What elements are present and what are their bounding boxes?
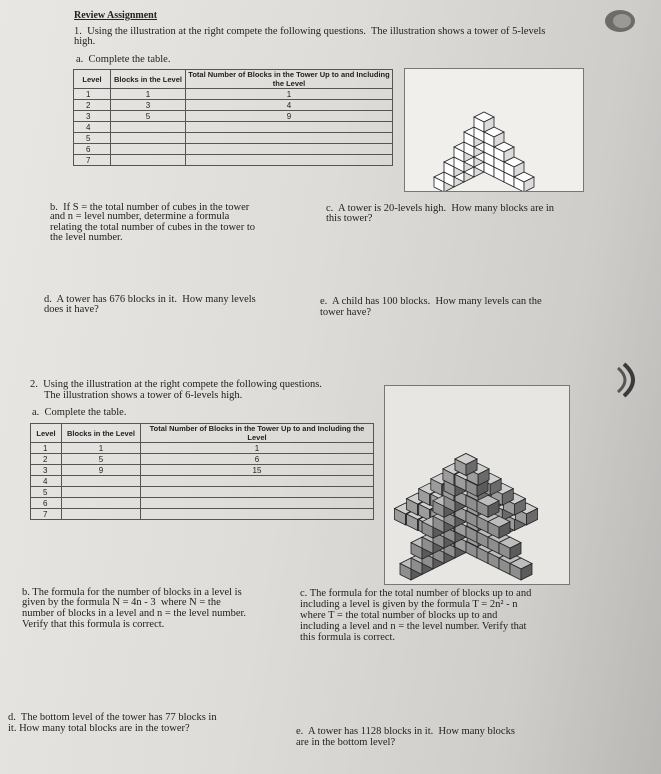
q1-cell: 9 (186, 111, 393, 122)
q2-part-a: a. Complete the table. (32, 407, 127, 418)
q1-cell: 5 (74, 133, 111, 144)
q2-part-e-line1: e. A tower has 1128 blocks in it. How many blocks (296, 726, 515, 737)
q2-cell[interactable] (62, 498, 141, 509)
q1-part-c-line2: this tower? (326, 213, 373, 224)
q2-cell: 1 (141, 443, 374, 454)
q1-cell[interactable] (186, 144, 393, 155)
q2-part-c-line4: including a level and n = the level number. Verify that (300, 621, 527, 632)
q1-cell: 7 (74, 155, 111, 166)
q2-cell: 6 (141, 454, 374, 465)
q1-table-row (74, 133, 393, 144)
q2-part-b-line2: given by the formula N = 4n - 3 where N = the (22, 597, 221, 608)
q1-part-a: a. Complete the table. (76, 54, 171, 65)
q1-part-d-line1: d. A tower has 676 blocks in it. How many levels (44, 294, 256, 305)
q2-cell[interactable] (141, 509, 374, 520)
q1-cell[interactable] (186, 122, 393, 133)
q2-cell: 9 (62, 465, 141, 476)
q2-cell: 1 (62, 443, 141, 454)
q1-intro-line2: high. (74, 36, 96, 47)
q1-cell: 5 (111, 111, 186, 122)
q1-table-row (74, 122, 393, 133)
q2-header-blocks: Blocks in the Level (62, 424, 141, 443)
q1-tower-illustration (404, 68, 584, 192)
q1-cell[interactable] (111, 133, 186, 144)
q2-part-c-line5: this formula is correct. (300, 632, 396, 643)
q1-header-level: Level (74, 70, 111, 89)
q2-table-row (31, 454, 374, 465)
q2-part-c-line2: including a level is given by the formula T = 2n² - n (300, 599, 518, 610)
q1-table-row (74, 89, 393, 100)
q1-cell: 4 (74, 122, 111, 133)
q2-cell[interactable] (62, 476, 141, 487)
q2-table-row (31, 487, 374, 498)
q1-cell[interactable] (186, 133, 393, 144)
q1-cell: 2 (74, 100, 111, 111)
q1-cell: 1 (111, 89, 186, 100)
q1-cell: 3 (74, 111, 111, 122)
q2-cell: 4 (31, 476, 62, 487)
q2-cell: 5 (62, 454, 141, 465)
q2-cell[interactable] (141, 476, 374, 487)
q2-cell: 6 (31, 498, 62, 509)
q2-part-b-line4: Verify that this formula is correct. (22, 619, 165, 630)
binder-hole-icon (600, 6, 640, 36)
q2-table-row (31, 476, 374, 487)
q2-table-row (31, 443, 374, 454)
q2-cell: 3 (31, 465, 62, 476)
q1-table-row (74, 155, 393, 166)
q1-cell: 3 (111, 100, 186, 111)
q1-part-c-line1: c. A tower is 20-levels high. How many blocks are in (326, 203, 555, 214)
q2-cell[interactable] (62, 509, 141, 520)
q2-cell[interactable] (62, 487, 141, 498)
q1-part-e-line2: tower have? (320, 307, 372, 318)
q1-cell: 1 (186, 89, 393, 100)
q1-cell: 1 (74, 89, 111, 100)
page-title: Review Assignment (74, 10, 158, 21)
q1-part-b-line2: and n = level number, determine a formula (50, 211, 230, 222)
q2-cell[interactable] (141, 498, 374, 509)
q1-intro-line1: 1. Using the illustration at the right compete the following questions. The illustration shows a tower of 5-levels (74, 26, 546, 37)
q2-intro-line1: 2. Using the illustration at the right compete the following questions. (30, 379, 322, 390)
q1-part-b-line1: b. If S = the total number of cubes in the tower (50, 202, 250, 213)
q2-cell[interactable] (141, 487, 374, 498)
q2-table (30, 423, 374, 520)
q2-tower-illustration (384, 385, 570, 585)
q1-cell[interactable] (111, 122, 186, 133)
q2-part-b-line3: number of blocks in a level and n = the level number. (22, 608, 247, 619)
q2-intro-line2: The illustration shows a tower of 6-levels high. (44, 390, 243, 401)
q1-part-e-line1: e. A child has 100 blocks. How many levels can the (320, 296, 542, 307)
q1-part-d-line2: does it have? (44, 304, 99, 315)
q1-table-row (74, 100, 393, 111)
q2-cell: 5 (31, 487, 62, 498)
q2-part-d-line1: d. The bottom level of the tower has 77 blocks in (8, 712, 217, 723)
q2-part-e-line2: are in the bottom level? (296, 737, 396, 748)
binder-hole-icon (612, 360, 646, 400)
q2-cell: 7 (31, 509, 62, 520)
q1-part-b-line4: the level number. (50, 232, 123, 243)
q1-cell[interactable] (111, 144, 186, 155)
q2-cell: 2 (31, 454, 62, 465)
q1-table-row (74, 144, 393, 155)
q2-table-row (31, 465, 374, 476)
q1-cell[interactable] (186, 155, 393, 166)
q1-cell: 4 (186, 100, 393, 111)
q2-cell: 15 (141, 465, 374, 476)
q2-tower-drawing (385, 386, 569, 584)
q2-header-total: Total Number of Blocks in the Tower Up to and Including the Level (141, 424, 374, 443)
q1-tower-drawing (405, 69, 583, 191)
q2-table-row (31, 509, 374, 520)
q1-part-b-line3: relating the total number of cubes in the tower to (50, 222, 255, 233)
q1-header-total: Total Number of Blocks in the Tower Up to and Including the Level (186, 70, 393, 89)
q2-table-row (31, 498, 374, 509)
q1-table (73, 69, 393, 166)
q1-cell[interactable] (111, 155, 186, 166)
q1-cell: 6 (74, 144, 111, 155)
q2-header-level: Level (31, 424, 62, 443)
q1-header-blocks: Blocks in the Level (111, 70, 186, 89)
q2-part-b-line1: b. The formula for the number of blocks in a level is (22, 587, 242, 598)
q2-part-d-line2: it. How many total blocks are in the tower? (8, 723, 190, 734)
q2-cell: 1 (31, 443, 62, 454)
q2-part-c-line3: where T = the total number of blocks up to and (300, 610, 498, 621)
q1-table-row (74, 111, 393, 122)
q2-part-c-line1: c. The formula for the total number of blocks up to and (300, 588, 532, 599)
